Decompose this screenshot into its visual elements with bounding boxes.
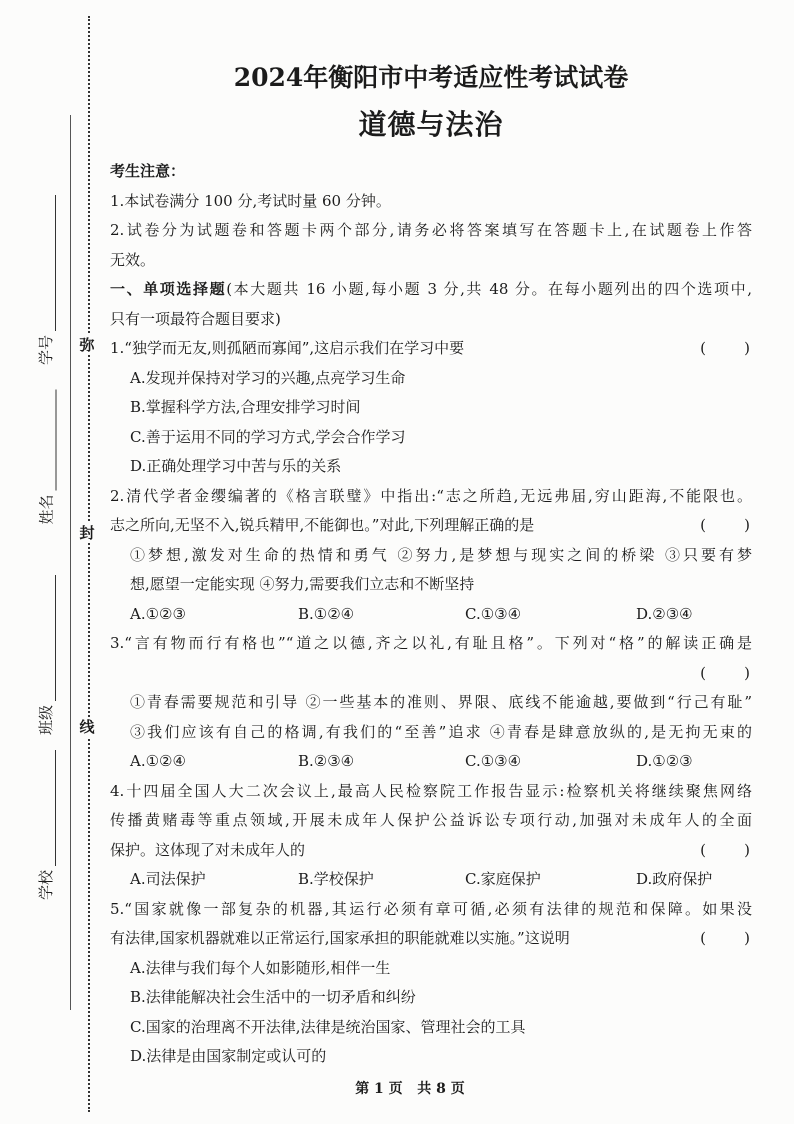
question-3-statements: ①青春需要规范和引导 ②一些基本的准则、界限、底线不能逾越,要做到“行己有耻” — [130, 693, 752, 711]
question-5-stem: 5.“国家就像一部复杂的机器,其运行必须有章可循,必须有法律的规范和保障。如果没 — [110, 899, 752, 918]
option-c: C.①③④ — [465, 604, 522, 623]
answer-bracket: ( ) — [700, 339, 750, 357]
class-blank — [37, 575, 56, 701]
option-a: A.①②③ — [130, 604, 186, 623]
seal-dotted-line — [88, 16, 90, 1112]
question-1-option-b: B.掌握科学方法,合理安排学习时间 — [130, 398, 361, 416]
question-stem-text: 志之所向,无坚不入,锐兵精甲,不能御也。”对此,下列理解正确的是 — [110, 516, 535, 534]
class-label: 班级 — [37, 704, 55, 735]
class-field — [34, 575, 56, 735]
student-name-field — [35, 390, 57, 525]
school-field — [34, 750, 56, 900]
question-3-answer-line — [110, 659, 752, 689]
option-a: A.①②④ — [130, 752, 186, 770]
school-label: 学校 — [37, 869, 55, 900]
exam-title: 2024年衡阳市中考适应性考试试卷 — [233, 63, 629, 92]
question-5-option-b: B.法律能解决社会生活中的一切矛盾和纠纷 — [130, 988, 416, 1006]
seal-char-feng: 封 — [79, 524, 95, 542]
answer-bracket: ( ) — [700, 840, 750, 859]
student-name-blank — [38, 390, 57, 491]
option-d: D.①②③ — [636, 752, 693, 770]
question-1-option-c: C.善于运用不同的学习方式,学会合作学习 — [130, 427, 406, 446]
seal-char-xian: 线 — [79, 718, 95, 736]
student-id-field — [34, 195, 56, 365]
binding-rule-line — [70, 115, 71, 1010]
question-2-stem: 2.清代学者金缨编著的《格言联璧》中指出:“志之所趋,无远弗届,穷山距海,不能限也。 — [110, 486, 752, 505]
section-title: 一、单项选择题 — [110, 280, 227, 298]
answer-bracket: ( ) — [700, 663, 750, 682]
question-4-stem — [110, 836, 752, 866]
question-3-statements: ③我们应该有自己的格调,有我们的“至善”追求 ④青春是肆意放纵的,是无拘无束的 — [130, 722, 752, 741]
exam-subject: 道德与法治 — [358, 108, 504, 141]
section-instruction: 只有一项最符合题目要求) — [110, 309, 281, 328]
option-c: C.家庭保护 — [465, 870, 541, 888]
question-1-option-a: A.发现并保持对学习的兴趣,点亮学习生命 — [130, 368, 406, 387]
question-stem-text: 1.“独学而无友,则孤陋而寡闻”,这启示我们在学习中要 — [110, 339, 465, 357]
option-b: B.②③④ — [298, 752, 355, 770]
option-b: B.学校保护 — [298, 870, 374, 888]
notice-line: 2.试卷分为试题卷和答题卡两个部分,请务必将答案填写在答题卡上,在试题卷上作答 — [110, 221, 752, 239]
section-heading — [110, 275, 752, 305]
answer-bracket: ( ) — [700, 929, 750, 947]
question-2-stem — [110, 511, 752, 541]
student-id-label: 学号 — [37, 334, 55, 365]
question-3-options — [110, 747, 752, 777]
page-number: 第 1 页 共 8 页 — [355, 1081, 465, 1097]
question-2-statements: 想,愿望一定能实现 ④努力,需要我们立志和不断坚持 — [130, 575, 475, 593]
question-1-stem — [110, 334, 752, 364]
student-name-label: 姓名 — [37, 494, 56, 525]
student-id-blank — [37, 195, 56, 331]
section-instruction: (本大题共 16 小题,每小题 3 分,共 48 分。在每小题列出的四个选项中, — [226, 280, 752, 298]
school-blank — [37, 750, 56, 866]
question-4-stem: 4.十四届全国人大二次会议上,最高人民检察院工作报告显示:检察机关将继续聚焦网络 — [110, 781, 752, 800]
question-stem-text: 有法律,国家机器就难以正常运行,国家承担的职能就难以实施。”这说明 — [110, 929, 570, 947]
notice-line: 无效。 — [110, 250, 156, 269]
option-a: A.司法保护 — [130, 870, 206, 888]
question-3-stem: 3.“言有物而行有格也”“道之以德,齐之以礼,有耻且格”。下列对“格”的解读正确是 — [110, 634, 752, 652]
question-2-options — [110, 600, 752, 630]
option-b: B.①②④ — [298, 604, 355, 623]
question-4-options — [110, 865, 752, 895]
answer-bracket: ( ) — [700, 516, 750, 534]
exam-content — [110, 157, 752, 1072]
seal-char-mi: 弥 — [79, 336, 95, 354]
option-d: D.政府保护 — [636, 870, 713, 888]
question-2-statements: ①梦想,激发对生命的热情和勇气 ②努力,是梦想与现实之间的桥梁 ③只要有梦 — [130, 545, 752, 564]
option-c: C.①③④ — [465, 752, 522, 770]
question-4-stem: 传播黄赌毒等重点领域,开展未成年人保护公益诉讼专项行动,加强对未成年人的全面 — [110, 811, 752, 829]
question-5-stem — [110, 924, 752, 954]
notice-heading: 考生注意： — [110, 162, 186, 180]
notice-line: 1.本试卷满分 100 分,考试时量 60 分钟。 — [110, 191, 391, 210]
question-5-option-c: C.国家的治理离不开法律,法律是统治国家、管理社会的工具 — [130, 1017, 526, 1036]
question-5-option-d: D.法律是由国家制定或认可的 — [130, 1047, 327, 1065]
question-stem-text: 保护。这体现了对未成年人的 — [110, 840, 306, 859]
question-1-option-d: D.正确处理学习中苦与乐的关系 — [130, 457, 342, 475]
question-5-option-a: A.法律与我们每个人如影随形,相伴一生 — [130, 958, 391, 977]
option-d: D.②③④ — [636, 604, 693, 623]
